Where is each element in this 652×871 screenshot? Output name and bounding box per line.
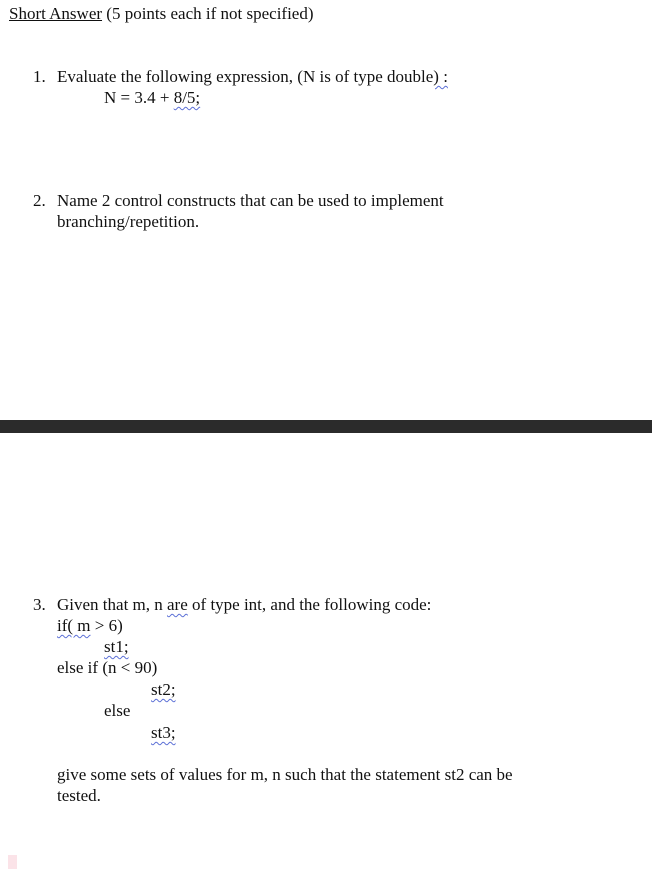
code-if-marked: if( m bbox=[57, 616, 91, 635]
question-3-prompt-line1: give some sets of values for m, n such that the statement st2 can be bbox=[57, 765, 513, 784]
question-number: 2. bbox=[33, 191, 46, 210]
section-header bbox=[9, 4, 314, 24]
question-number: 3. bbox=[33, 595, 46, 614]
question-text-a: Given that m, n bbox=[57, 595, 168, 614]
section-subtitle: (5 points each if not specified) bbox=[102, 4, 314, 23]
comment-marker bbox=[8, 855, 17, 869]
code-st2: st2; bbox=[151, 680, 176, 699]
question-1 bbox=[33, 67, 448, 87]
page-divider bbox=[0, 420, 652, 433]
code-else: else bbox=[104, 701, 131, 720]
question-text-marked: are bbox=[167, 595, 188, 614]
question-2-line2: branching/repetition. bbox=[57, 212, 200, 231]
section-title: Short Answer bbox=[9, 4, 103, 23]
question-1-expression bbox=[104, 88, 200, 108]
expression-prefix: N = 3.4 + bbox=[104, 88, 174, 107]
question-text-tail: ) : bbox=[433, 67, 448, 86]
code-if-rest: > 6) bbox=[90, 616, 123, 635]
question-number: 1. bbox=[33, 67, 46, 86]
question-text: Name 2 control constructs that can be used to implement bbox=[57, 191, 444, 210]
question-text: Evaluate the following expression, (N is of type double bbox=[57, 67, 434, 86]
expression-marked: 8/5; bbox=[173, 88, 201, 107]
code-st3: st3; bbox=[151, 723, 176, 742]
question-2 bbox=[33, 191, 444, 211]
code-elseif: else if (n < 90) bbox=[57, 658, 158, 677]
code-if-line bbox=[57, 616, 123, 636]
question-text-b: of type int, and the following code: bbox=[187, 595, 432, 614]
question-3-prompt-line2: tested. bbox=[57, 786, 101, 805]
question-3 bbox=[33, 595, 431, 615]
code-st1: st1; bbox=[104, 637, 129, 656]
